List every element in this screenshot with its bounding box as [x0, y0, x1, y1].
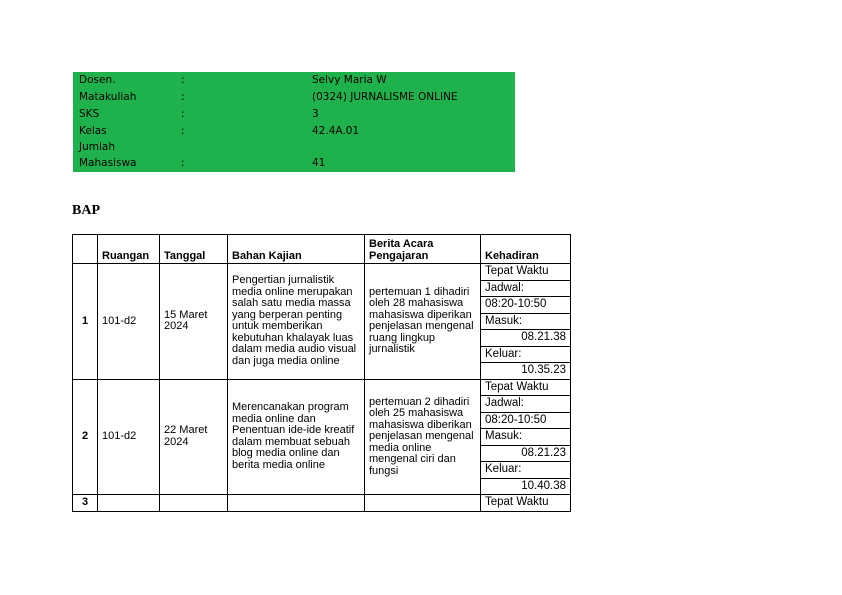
attendance-status: Tepat Waktu [481, 379, 571, 396]
header-ruangan: Ruangan [98, 235, 160, 264]
row-ruangan [98, 495, 160, 512]
info-value: 42.4A.01 [312, 125, 360, 137]
attendance-out-label: Keluar: [481, 462, 571, 479]
attendance-in-label: Masuk: [481, 313, 571, 330]
row-tanggal: 22 Maret 2024 [160, 379, 228, 495]
bap-table [72, 234, 571, 512]
attendance-status: Tepat Waktu [481, 264, 571, 281]
info-value: Selvy Maria W [312, 74, 387, 86]
info-value: (0324) JURNALISME ONLINE [312, 91, 458, 103]
attendance-status: Tepat Waktu [481, 495, 571, 512]
row-ruangan: 101-d2 [98, 379, 160, 495]
attendance-out-label: Keluar: [481, 346, 571, 363]
bap-title: BAP [72, 203, 100, 218]
row-berita-acara: pertemuan 2 dihadiri oleh 25 mahasiswa mahasiswa diberikan penjelasan mengenal media online mengenal ciri dan fungsi [365, 379, 481, 495]
row-bahan-kajian: Pengertian jurnalistik media online merupakan salah satu media massa yang berperan penting untuk memberikan kebutuhan khalayak luas dalam media audio visual dan juga media online [228, 264, 365, 380]
info-label: Jumlah [79, 141, 115, 153]
info-colon: : [181, 91, 185, 103]
row-number: 2 [73, 379, 98, 495]
attendance-in-value: 08.21.38 [481, 330, 571, 347]
info-label: Dosen. [79, 74, 116, 86]
header-no [73, 235, 98, 264]
header-tanggal: Tanggal [160, 235, 228, 264]
table-header-row [73, 235, 571, 264]
info-colon: : [181, 108, 185, 120]
row-berita-acara: pertemuan 1 dihadiri oleh 28 mahasiswa mahasiswa diperikan penjelasan mengenal ruang lingkup jurnalistik [365, 264, 481, 380]
attendance-schedule-label: Jadwal: [481, 280, 571, 297]
row-tanggal [160, 495, 228, 512]
info-label: SKS [79, 108, 100, 120]
table-row [73, 379, 571, 396]
header-bahan-kajian: Bahan Kajian [228, 235, 365, 264]
course-info-panel [73, 72, 515, 172]
row-ruangan: 101-d2 [98, 264, 160, 380]
table-row [73, 264, 571, 281]
row-bahan-kajian [228, 495, 365, 512]
row-berita-acara [365, 495, 481, 512]
attendance-schedule-label: Jadwal: [481, 396, 571, 413]
info-label: Kelas [79, 125, 107, 137]
info-value: 41 [312, 157, 326, 169]
info-colon: : [181, 74, 185, 86]
attendance-in-value: 08.21.23 [481, 445, 571, 462]
header-kehadiran: Kehadiran [481, 235, 571, 264]
row-number: 3 [73, 495, 98, 512]
info-value: 3 [312, 108, 319, 120]
attendance-schedule-value: 08:20-10:50 [481, 412, 571, 429]
header-berita-acara: Berita Acara Pengajaran [365, 235, 481, 264]
attendance-out-value: 10.35.23 [481, 363, 571, 380]
info-label: Matakuliah [79, 91, 137, 103]
info-label: Mahasiswa [79, 157, 137, 169]
row-tanggal: 15 Maret 2024 [160, 264, 228, 380]
info-colon: : [181, 125, 185, 137]
table-row [73, 495, 571, 512]
attendance-schedule-value: 08:20-10:50 [481, 297, 571, 314]
info-colon: : [181, 157, 185, 169]
row-bahan-kajian: Merencanakan program media online dan Penentuan ide-ide kreatif dalam membuat sebuah blog media online dan berita media online [228, 379, 365, 495]
attendance-in-label: Masuk: [481, 429, 571, 446]
attendance-out-value: 10.40.38 [481, 478, 571, 495]
row-number: 1 [73, 264, 98, 380]
